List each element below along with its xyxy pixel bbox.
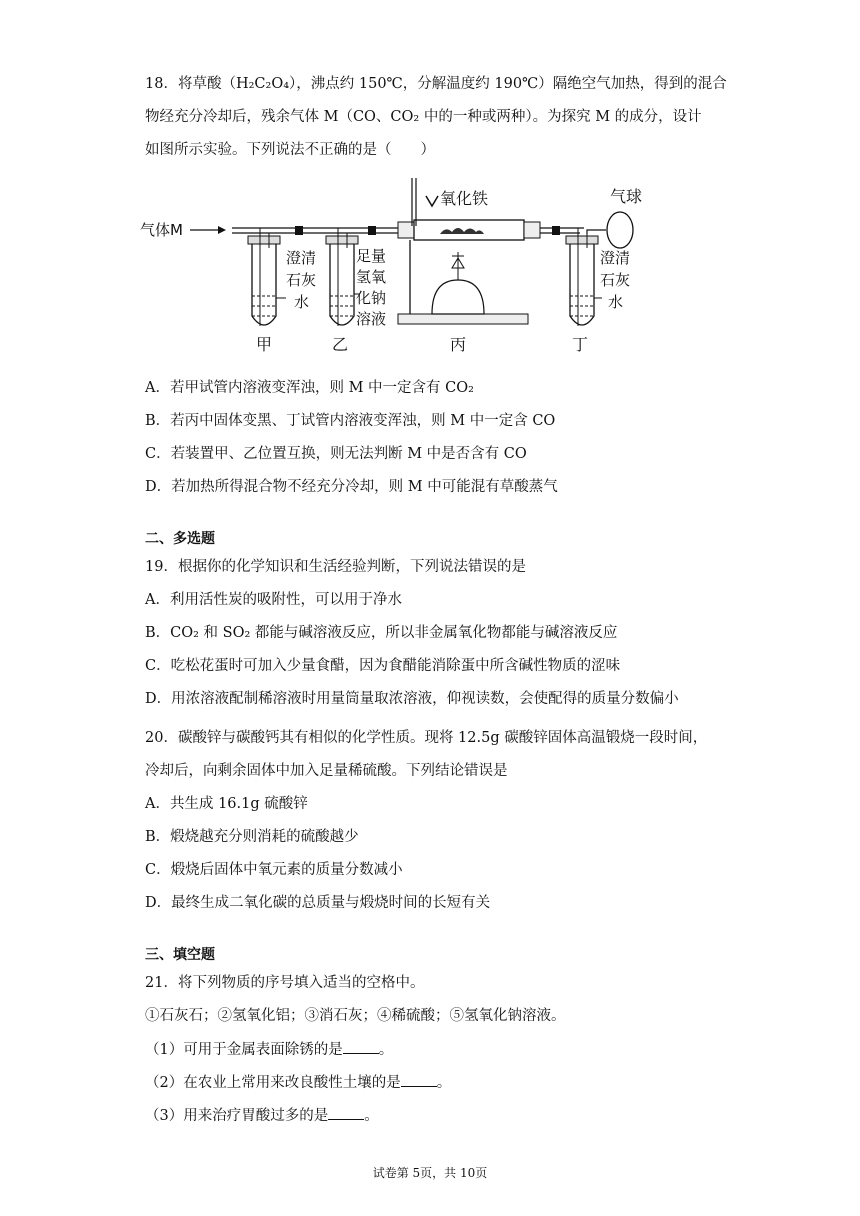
q19-option-a: A．利用活性炭的吸附性，可以用于净水: [145, 592, 402, 608]
label-limewater-1-a: 澄清: [286, 249, 317, 267]
gas-arrow-head: [218, 226, 226, 234]
experiment-apparatus-figure: [140, 168, 660, 360]
stopper-jia: [248, 236, 280, 244]
stopper-ding: [566, 236, 598, 244]
section-heading-multiple-choice: 二、多选题: [145, 531, 215, 547]
q18-option-a: A．若甲试管内溶液变浑浊，则 M 中一定含有 CO₂: [145, 380, 474, 396]
q18-option-b: B．若丙中固体变黑、丁试管内溶液变浑浊，则 M 中一定含 CO: [145, 413, 556, 429]
q20-line1: 20．碳酸锌与碳酸钙其有相似的化学性质。现将 12.5g 碳酸锌固体高温锻烧一段时间，: [145, 730, 708, 746]
q20-option-d: D．最终生成二氧化碳的总质量与煅烧时间的长短有关: [145, 895, 491, 911]
q20-option-b: B．煅烧越充分则消耗的硫酸越少: [145, 829, 359, 845]
q21-substance-list: ①石灰石；②氢氧化铝；③消石灰；④稀硫酸；⑤氢氧化钠溶液。: [145, 1008, 566, 1024]
label-limewater-2-a: 澄清: [600, 249, 631, 267]
q19-option-c: C．吃松花蛋时可加入少量食醋，因为食醋能消除蛋中所含碱性物质的涩味: [145, 658, 621, 674]
label-limewater-2-b: 石灰: [600, 271, 631, 289]
q21-sub1-text: （1）可用于金属表面除锈的是: [145, 1042, 343, 1058]
label-limewater-1-c: 水: [294, 293, 310, 311]
figure-label-gas-m: 气体M: [140, 221, 183, 239]
label-ding: 丁: [572, 335, 589, 354]
tube-ding: [570, 244, 594, 325]
pipe-to-balloon: [587, 230, 606, 234]
q18-option-c: C．若装置甲、乙位置互换，则无法判断 M 中是否含有 CO: [145, 446, 527, 462]
q18-option-d: D．若加热所得混合物不经充分冷却，则 M 中可能混有草酸蒸气: [145, 479, 558, 495]
label-naoh-c: 化钠: [356, 289, 387, 307]
stopper-bing-right: [524, 222, 540, 238]
connector-1: [295, 226, 303, 235]
q21-sub1-blank[interactable]: [343, 1039, 379, 1054]
connector-2: [368, 226, 376, 235]
q20-option-c: C．煅烧后固体中氧元素的质量分数减小: [145, 862, 403, 878]
q21-sub3-blank[interactable]: [328, 1105, 364, 1120]
q19-stem: 19．根据你的化学知识和生活经验判断，下列说法错误的是: [145, 559, 526, 575]
q21-sub1: （1）可用于金属表面除锈的是 。: [145, 1039, 393, 1060]
label-naoh-a: 足量: [356, 247, 387, 265]
label-balloon: 气球: [610, 187, 643, 206]
iron-oxide-solid: [440, 228, 484, 234]
q21-sub3: （3）用来治疗胃酸过多的是 。: [145, 1105, 379, 1126]
q21-sub2: （2）在农业上常用来改良酸性土壤的是 。: [145, 1072, 451, 1093]
label-bing: 丙: [450, 335, 467, 354]
tube-jia: [252, 244, 276, 325]
label-iron-oxide: 氧化铁: [440, 189, 489, 208]
label-yi: 乙: [332, 335, 349, 354]
label-naoh-b: 氢氧: [356, 268, 387, 286]
section-heading-fill-in: 三、填空题: [145, 947, 215, 963]
page-footer: 试卷第 5页，共 10页: [372, 1166, 488, 1180]
label-limewater-2-c: 水: [608, 293, 624, 311]
q19-option-d: D．用浓溶液配制稀溶液时用量筒量取浓溶液，仰视读数，会使配得的质量分数偏小: [145, 691, 679, 707]
label-limewater-1-b: 石灰: [286, 271, 317, 289]
q20-option-a: A．共生成 16.1g 硫酸锌: [145, 796, 308, 812]
connector-3: [552, 226, 560, 235]
q18-line1: 18．将草酸（H₂C₂O₄），沸点约 150℃，分解温度约 190℃）隔绝空气加热，得到的混合: [145, 76, 727, 92]
label-jia: 甲: [256, 335, 273, 354]
q21-sub2-blank[interactable]: [401, 1072, 437, 1087]
stopper-yi: [326, 236, 358, 244]
alcohol-burner: [432, 280, 484, 314]
q18-line2: 物经充分冷却后，残余气体 M（CO、CO₂ 中的一种或两种）。为探究 M 的成分，设计: [145, 109, 702, 125]
q20-line2: 冷却后，向剩余固体中加入足量稀硫酸。下列结论错误是: [145, 763, 508, 779]
q21-sub2-text: （2）在农业上常用来改良酸性土壤的是: [145, 1075, 401, 1091]
balloon: [607, 212, 633, 248]
label-naoh-d: 溶液: [356, 310, 387, 328]
q21-sub3-text: （3）用来治疗胃酸过多的是: [145, 1108, 329, 1124]
arrow-to-iron-oxide: [426, 196, 438, 206]
q21-stem: 21．将下列物质的序号填入适当的空格中。: [145, 975, 425, 991]
q19-option-b: B．CO₂ 和 SO₂ 都能与碱溶液反应，所以非金属氧化物都能与碱溶液反应: [145, 625, 618, 641]
tube-yi: [330, 244, 354, 325]
stand-base: [398, 314, 528, 324]
q18-line3: 如图所示实验。下列说法不正确的是（ ）: [145, 142, 435, 158]
